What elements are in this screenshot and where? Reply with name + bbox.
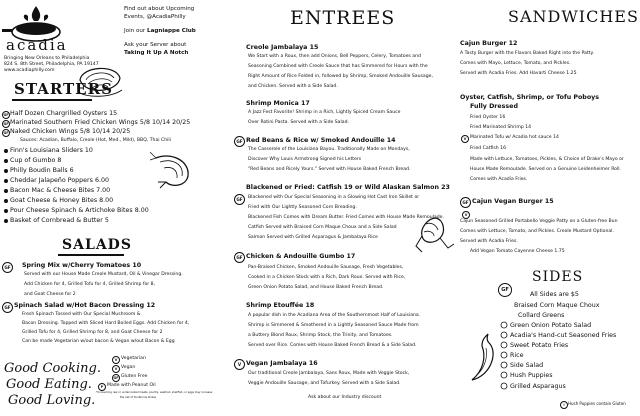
vegetarian-legend-icon: V	[112, 356, 120, 364]
entree-desc: "Red Beans and Ricely Yours." Served with House Baked French Bread.	[248, 167, 411, 172]
sandwich-price: 12	[508, 40, 518, 47]
gluten-free-badge-icon: GF	[234, 194, 245, 205]
raw-food-warning: *Consuming raw or undercooked meats, poultry, seafood, shellfish, or eggs may increase	[96, 391, 213, 394]
sandwich-price: 15	[544, 198, 554, 205]
poboy-price: 16	[499, 115, 506, 120]
vegan-badge-icon: V	[234, 359, 245, 370]
salads-underline	[58, 254, 124, 256]
starter-item	[10, 129, 130, 135]
left-column	[0, 0, 213, 416]
starter-item	[10, 178, 109, 184]
sandwich-item-name	[460, 41, 517, 47]
entree-desc: A popular dish in the Acadiana Area of the Southernmost Half of Louisiana.	[248, 313, 421, 318]
poboy-option	[470, 136, 559, 141]
shrimp-illustration-icon	[150, 150, 196, 190]
gluten-free-badge-icon: GF	[3, 113, 9, 117]
sandwich-desc: Comes with Acadia Fries.	[470, 177, 528, 182]
sandwich-desc: A Tasty Burger with the Flavors Baked Right into the Patty.	[460, 51, 594, 56]
legend-vegetarian: Vegetarian	[121, 356, 146, 361]
entree-price: 18	[305, 302, 315, 309]
entree-desc: Catfish Served with Braised Corn Maque Choux and a Side Salad	[248, 225, 397, 230]
right-column	[458, 0, 640, 416]
starter-item	[10, 158, 61, 164]
starter-name: Half Dozen Chargrilled Oysters	[10, 110, 108, 117]
starter-item	[10, 111, 117, 117]
tagline-line-3: Good Loving.	[8, 393, 96, 408]
industry-discount-note: Ask about our Industry discount	[308, 395, 382, 400]
salad-desc: Grilled Tofu for 4, Grilled Shrimp for 8, and Goat Cheese for 2	[22, 330, 163, 335]
bullet-icons	[3, 148, 9, 224]
entree-item-name	[246, 254, 355, 260]
brand-tagline: Bringing New Orleans to Philadelphia	[4, 56, 90, 61]
poboy-name: Fried Marinated Shrimp	[470, 125, 524, 130]
gluten-free-legend-icon: GF	[113, 376, 119, 380]
entree-desc: Veggie Andouille Sausage, and Tofurkey. Served with a Side Salad.	[248, 381, 401, 386]
salad-desc: Served with our House Made Creole Mustard, Oil & Vinegar Dressing.	[24, 272, 183, 277]
salad-price: 12	[146, 302, 156, 309]
lagniappe-club-link[interactable]: Lagniappe Club	[147, 28, 196, 34]
entree-price: 17	[300, 100, 310, 107]
entree-desc: Green Onion Potato Salad, and House Baked French Bread.	[248, 285, 384, 290]
poboy-name: Marinated Tofu w/ Acadia hot sauce	[470, 135, 552, 140]
sandwich-name: Cajun Vegan Burger	[472, 198, 543, 205]
side-item: Braised Corn Maque Choux	[514, 302, 600, 309]
entree-desc: a Buttery Blond Roux, Shrimp Stock, the Trinity, and Tomatoes.	[248, 333, 393, 338]
poboy-price: 14	[553, 135, 559, 140]
starter-name: Cheddar Jalapeño Poppers	[10, 177, 93, 184]
entree-desc: Shrimp is Simmered & Smothered in a Lightly Seasoned Sauce Made from	[248, 323, 419, 328]
pepper-illustration-icon	[464, 332, 500, 382]
entree-name: Creole Jambalaya	[246, 44, 308, 51]
gluten-free-badge-icon: GF	[2, 262, 13, 273]
tagline-line-1: Good Cooking.	[4, 361, 101, 376]
legend-gluten-free: Gluten Free	[121, 374, 148, 379]
entree-desc: Discover Why Louis Armstrong Signed his Letters	[248, 157, 362, 162]
entree-desc: A Jazz Fest Favorite! Shrimp in a Rich, Lightly Spiced Cream Sauce	[248, 110, 401, 115]
gluten-free-badge-icon: GF	[234, 252, 245, 263]
middle-column	[226, 0, 474, 416]
entree-desc: Cooked in a Chicken Stock with a Rich, Dark Roux. Served with Rice,	[248, 275, 406, 280]
entree-item-name	[246, 45, 318, 51]
poboy-option	[470, 126, 531, 131]
entree-name: Red Beans & Rice w/ Smoked Andouille	[246, 137, 385, 144]
side-item: Acadia's Hand-cut Seasoned Fries	[510, 332, 617, 339]
starter-price: 10	[84, 147, 93, 154]
salad-desc: and Goat Cheese for 2	[24, 292, 76, 297]
starter-name: Naked Chicken Wings	[10, 128, 78, 135]
starter-item	[10, 198, 113, 204]
vegan-legend-icon: V	[112, 365, 120, 373]
side-item: Rice	[510, 352, 524, 359]
poboy-option	[470, 147, 506, 152]
entree-desc: Our traditional Creole Jambalaya, Sans Roux, Made with Veggie Stock,	[248, 371, 410, 376]
sandwiches-title: SANDWICHES	[508, 7, 639, 26]
sides-title: SIDES	[532, 269, 584, 285]
gluten-warning-icon: !	[560, 401, 568, 409]
brand-address: 824 S. 8th Street, Philadelphia, PA 19147	[4, 62, 99, 67]
entree-desc: Blackened Fish Comes with Dream Butter. Fried Comes with House Made Remoulade.	[248, 215, 444, 220]
starter-price: 7.00	[96, 187, 111, 194]
starter-price: 5/8 10/14 20/25	[139, 119, 191, 126]
entree-desc: We Start with a Roux, then add Onions, Bell Peppers, Celery, Tomatoes and	[248, 54, 421, 59]
poboy-name: Fried Catfish	[470, 146, 499, 151]
poboy-heading: Oyster, Catfish, Shrimp, or Tofu Poboys	[460, 94, 599, 101]
sandwich-desc: Served with Acadia Fries. Add Havarti Cheese 1.25	[460, 71, 577, 76]
entree-price: 17	[346, 253, 356, 260]
salad-name: Spinach Salad w/Hot Bacon Dressing	[14, 302, 145, 309]
entree-item-name	[246, 185, 450, 191]
poboy-price: 16	[500, 146, 507, 151]
entree-desc: The Casserole of the Louisiana Bayou. Traditionally Made on Mondays,	[248, 147, 410, 152]
side-item: Green Onion Potato Salad	[510, 322, 592, 329]
entree-desc: Salmon Served with Grilled Asparagus & Jambalaya Rice	[248, 235, 378, 240]
starter-price: 8.00	[99, 197, 114, 204]
salad-vegan-note: Can be made Vegetarian w/out bacon & Vegan w/out Bacon & Egg	[22, 339, 175, 344]
salad-desc: Add Chicken for 4, Grilled Tofu for 4, Grilled Shrimp for 8,	[24, 282, 155, 287]
gluten-free-badge-icon: GF	[3, 122, 9, 126]
entree-desc: Seasoning Combined with Creole Sauce that has Simmered for Hours with the	[248, 64, 428, 69]
sandwich-desc: Add Vegan Tomato Cayenne Cheese 1.75	[470, 249, 565, 254]
entree-desc: Pan-Braised Chicken, Smoked Andouille Sausage, Fresh Vegetables,	[248, 265, 404, 270]
starter-item	[10, 188, 110, 194]
starter-price: 6.00	[94, 177, 109, 184]
salad-item-name	[14, 303, 155, 309]
sandwich-desc: House Made Remoulade. Served on a Genuine Leidenheimer Roll.	[470, 167, 621, 172]
starter-price: 5	[104, 217, 109, 224]
starter-name: Pour Cheese Spinach & Artichoke Bites	[10, 207, 133, 214]
starter-price: 8.00	[134, 207, 149, 214]
gluten-free-badge-icon: GF	[234, 136, 245, 147]
gluten-free-badge-icon: GF	[498, 283, 512, 297]
legend-peanut-oil: Made with Peanut Oil	[107, 383, 156, 388]
vegan-badge-icon: V	[462, 211, 470, 219]
entree-name: Blackened or Fried: Catfish 19 or Wild Alaskan Salmon	[246, 184, 439, 191]
entree-desc: Over Rotini Pasta. Served with a Side Salad.	[248, 120, 349, 125]
side-badges	[500, 321, 508, 393]
side-item: Hush Puppies	[510, 372, 553, 379]
starter-price: 5/8 10/14 20/25	[79, 128, 131, 135]
promo-line-2: Events, @AcadiaPhilly	[124, 14, 186, 20]
sides-subtitle: All Sides are $5	[530, 291, 579, 298]
salad-item-name	[22, 263, 141, 269]
entree-desc: Blackened with Our Special Seasoning in a Glowing Hot Cast Iron Skillet or	[248, 195, 420, 200]
side-item: Grilled Asparagus	[510, 383, 566, 390]
entree-price: 23	[441, 184, 450, 191]
starter-name: Philly Boudin Balls	[10, 167, 68, 174]
entree-desc: Served over Rice. Comes with House Baked French Bread & a Side Salad.	[248, 343, 417, 348]
starters-title: STARTERS	[14, 80, 113, 98]
poboy-subheading: Fully Dressed	[470, 103, 518, 110]
entree-desc: Right Amount of Rice Folded in, followed by Shrimp, Smoked Andouille Sausage,	[248, 74, 433, 79]
brand-name: acadia	[6, 36, 68, 54]
sandwich-desc: Served with Acadia Fries.	[460, 239, 518, 244]
starter-item	[10, 208, 149, 214]
entree-price: 14	[386, 137, 396, 144]
entree-price: 16	[308, 360, 318, 367]
starter-name: Bacon Mac & Cheese Bites	[10, 187, 95, 194]
entree-item-name	[246, 138, 396, 144]
salad-desc: Fresh Spinach Tossed with Our Special Mushroom &	[22, 312, 141, 317]
entree-desc: and Chicken. Served with a Side Salad.	[248, 84, 338, 89]
entree-price: 15	[309, 44, 319, 51]
promo-join-text: Join our	[124, 28, 147, 34]
sandwich-item-name	[472, 199, 554, 205]
promo-line-1: Find out about Upcoming	[124, 6, 195, 12]
salad-desc: Bacon Dressing. Topped with Sliced Hard Boiled Eggs. Add Chicken for 4,	[22, 321, 190, 326]
promo-line-4: Ask your Server about	[124, 42, 187, 48]
crawfish-illustration-icon	[414, 214, 458, 256]
poboy-option	[470, 116, 505, 121]
entree-item-name	[246, 303, 314, 309]
sandwich-name: Cajun Burger	[460, 40, 507, 47]
starter-item	[10, 218, 109, 224]
tagline-line-2: Good Eating.	[6, 377, 92, 392]
starters-underline	[12, 99, 92, 101]
peanut-oil-legend-icon: P	[98, 383, 106, 391]
sandwich-desc: Cajun Seasoned Grilled Portabello Veggie Patty on a Gluten-free Bun	[460, 219, 618, 224]
starter-price: 15	[109, 110, 118, 117]
poboy-name: Fried Oyster	[470, 115, 498, 120]
entree-item-name	[246, 101, 310, 107]
starter-item	[10, 168, 74, 174]
promo-line-5: Taking It Up A Notch	[124, 50, 189, 56]
entree-item-name	[246, 361, 318, 367]
promo-line-3	[124, 29, 196, 35]
starter-name: Finn's Louisiana Sliders	[10, 147, 83, 154]
starter-item	[10, 120, 190, 126]
entree-name: Shrimp Monica	[246, 100, 299, 107]
vegan-badge-icon: V	[461, 135, 469, 143]
entrees-title: ENTREES	[290, 7, 396, 29]
salad-price: 10	[132, 262, 142, 269]
sandwich-desc: Comes with Mayo, Lettuce, Tomato, and Pickles.	[460, 61, 571, 66]
starter-name: Goat Cheese & Honey Bites	[10, 197, 98, 204]
side-item: Collard Greens	[518, 312, 565, 319]
starter-price: 6	[69, 167, 74, 174]
starter-price: 8	[57, 157, 62, 164]
starter-item	[10, 148, 93, 154]
side-item: Sweet Potato Fries	[510, 342, 569, 349]
gluten-free-badge-icon: GF	[3, 131, 9, 135]
starter-name: Basket of Cornbread & Butter	[10, 217, 103, 224]
salads-title: SALADS	[62, 237, 132, 253]
sandwich-desc: Made with Lettuce, Tomatoes, Pickles, & Choice of Drake's Mayo or	[470, 157, 624, 162]
entree-name: Shrimp Etouffée	[246, 302, 304, 309]
legend-vegan: Vegan	[121, 365, 136, 370]
gluten-free-badge-icon: GF	[2, 302, 13, 313]
side-item: Side Salad	[510, 362, 544, 369]
gluten-free-badge-icon: GF	[460, 197, 471, 208]
raw-food-warning-2: the risk of foodborne illness	[120, 396, 157, 399]
entree-name: Chicken & Andouille Gumbo	[246, 253, 345, 260]
starter-name: Cup of Gumbo	[10, 157, 56, 164]
wing-sauces-note: Sauces: Acadian, Buffalo, Creole (Hot, Med., Mild), BBQ, Thai Chili	[20, 138, 171, 143]
entree-desc: Fried with Our Lightly Seasoned Corn Breading.	[248, 205, 357, 210]
starter-name: Marinated Southern Fried Chicken Wings	[10, 119, 138, 126]
hush-puppies-footnote: Hush Puppies contain Gluten	[568, 401, 626, 406]
salad-name: Spring Mix w/Cherry Tomatoes	[22, 262, 131, 269]
poboy-price: 14	[525, 125, 532, 130]
sandwich-desc: Comes with Lettuce, Tomato, and Pickles. Creole Mustard Optional.	[460, 229, 614, 234]
entree-name: Vegan Jambalaya	[246, 360, 307, 367]
brand-website[interactable]: www.acadiaphilly.com	[4, 68, 55, 73]
